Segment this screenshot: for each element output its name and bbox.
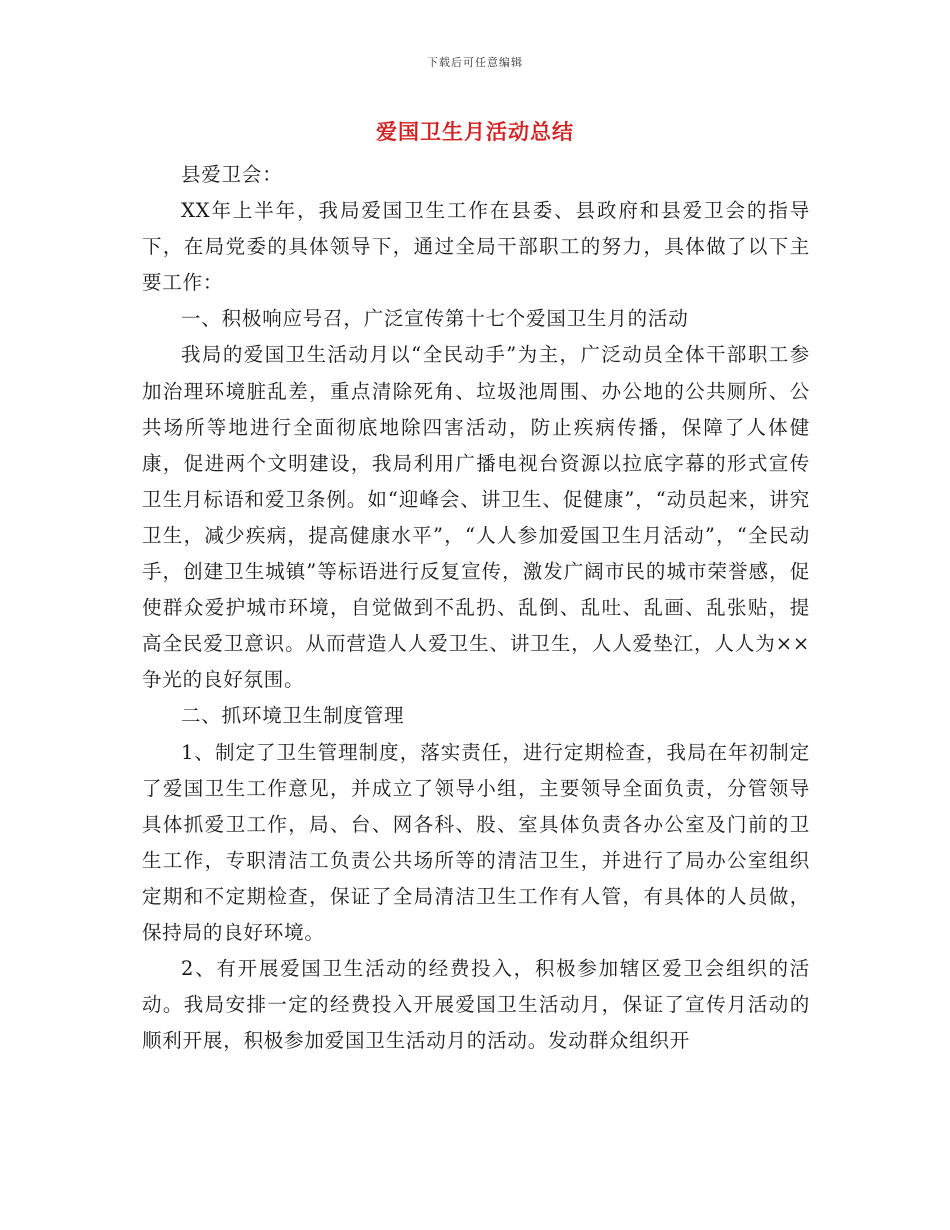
header-note: 下载后可任意编辑 (427, 56, 523, 69)
body-paragraph: 我局的爱国卫生活动月以“全民动手”为主，广泛动员全体干部职工参加治理环境脏乱差，重点清除死角、垃圾池周围、办公地的公共厕所、公共场所等地进行全面彻底地除四害活动，防止疾病传播，保障了人体健康，促进两个文明建设，我局利用广播电视台资源以拉底字幕的形式宣传卫生月标语和爱卫条例。如“迎峰会、讲卫生、促健康”，“动员起来，讲究卫生，减少疾病，提高健康水平”，“人人参加爱国卫生月活动”，“全民动手，创建卫生城镇”等标语进行反复宣传，激发广阔市民的城市荣誉感，促使群众爱护城市环境，自觉做到不乱扔、乱倒、乱吐、乱画、乱张贴，提高全民爱卫意识。从而营造人人爱卫生、讲卫生，人人爱垫江，人人为××争光的良好氛围。 (142, 343, 810, 692)
section-heading-1: 一、积极响应号召，广泛宣传第十七个爱国卫生月的活动 (181, 307, 689, 331)
document-title: 爱国卫生月活动总结 (376, 120, 574, 144)
body-paragraph: 2、有开展爱国卫生活动的经费投入，积极参加辖区爱卫会组织的活动。我局安排一定的经费投入开展爱国卫生活动月，保证了宣传月活动的顺利开展，积极参加爱国卫生活动月的活动。发动群众组织开 (142, 957, 810, 1053)
intro-paragraph: XX年上半年，我局爱国卫生工作在县委、县政府和县爱卫会的指导下，在局党委的具体领导下，通过全局干部职工的努力，具体做了以下主要工作： (142, 199, 810, 295)
salutation: 县爱卫会： (181, 163, 283, 186)
section-heading-2: 二、抓环境卫生制度管理 (181, 704, 405, 728)
body-paragraph: 1、制定了卫生管理制度，落实责任，进行定期检查，我局在年初制定了爱国卫生工作意见，并成立了领导小组，主要领导全面负责，分管领导具体抓爱卫工作，局、台、网各科、股、室具体负责各办公室及门前的卫生工作，专职清洁工负责公共场所等的清洁卫生，并进行了局办公室组织定期和不定期检查，保证了全局清洁卫生工作有人管，有具体的人员做，保持局的良好环境。 (142, 740, 810, 944)
document-body (142, 157, 810, 1059)
